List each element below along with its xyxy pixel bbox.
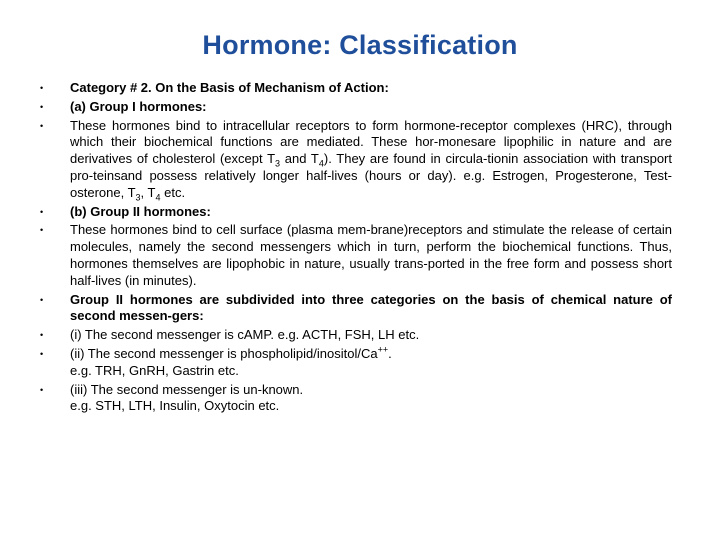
bullet-glyph: •: [40, 330, 44, 341]
list-item: [40, 118, 672, 202]
list-item: [40, 204, 672, 221]
list-item: [40, 327, 672, 344]
bullet-glyph: •: [40, 101, 44, 112]
messenger-camp: (i) The second messenger is cAMP. e.g. ACTH, FSH, LH etc.: [70, 327, 420, 343]
group-one-heading: (a) Group I hormones:: [70, 98, 207, 114]
messenger-unknown-examples: e.g. STH, LTH, Insulin, Oxytocin etc.: [70, 398, 280, 414]
group-one-description: These hormones bind to intracellular receptors to form hormone-receptor complexes (HRC), through which their biochemical functions are mediated. These hor-monesare lipophilic in nature and are derivatives of cholesterol (except $T_3$ and $T_4$). They are found in circula-tionin association with transport pro-teinsand possess relatively longer half-lives (hours or day). e.g. Estrogen, Progesterone, Test-osterone, $T_3$, $T_4$ etc.: [70, 117, 672, 203]
slide-title: Hormone: Classification: [202, 30, 518, 60]
list-item: [40, 99, 672, 116]
list-item: [40, 222, 672, 289]
bullet-glyph: •: [40, 83, 44, 93]
messenger-unknown: (iii) The second messenger is un-known.: [70, 381, 304, 397]
list-item: [40, 346, 672, 380]
list-item: [40, 292, 672, 326]
list-item: [40, 80, 672, 97]
bullet-glyph: •: [40, 225, 44, 236]
group-two-heading: (b) Group II hormones:: [70, 203, 211, 219]
bullet-glyph: •: [40, 120, 44, 131]
bullet-glyph: •: [40, 206, 44, 217]
messenger-phospholipid-examples: e.g. TRH, GnRH, Gastrin etc.: [70, 362, 239, 378]
group-two-description: These hormones bind to cell surface (plasma mem-brane)receptors and stimulate the release of certain molecules, namely the second messengers which in turn, perform the biochemical functions. Thus, hormones themselves are lipophobic in nature, usually trans-ported in the free form and possess short half-lives (in minutes).: [70, 222, 672, 288]
bullet-glyph: •: [40, 294, 44, 305]
bullet-glyph: •: [40, 348, 44, 359]
subdivision-heading: Group II hormones are subdivided into three categories on the basis of chemical nature of second messen-gers:: [70, 291, 672, 324]
messenger-phospholipid: (ii) The second messenger is phospholipid/inositol/Ca++.: [70, 344, 392, 361]
list-item: [40, 382, 672, 416]
bullet-glyph: •: [40, 384, 44, 395]
bullet-list: [40, 80, 672, 417]
category-heading: Category # 2. On the Basis of Mechanism of Action:: [70, 80, 389, 95]
